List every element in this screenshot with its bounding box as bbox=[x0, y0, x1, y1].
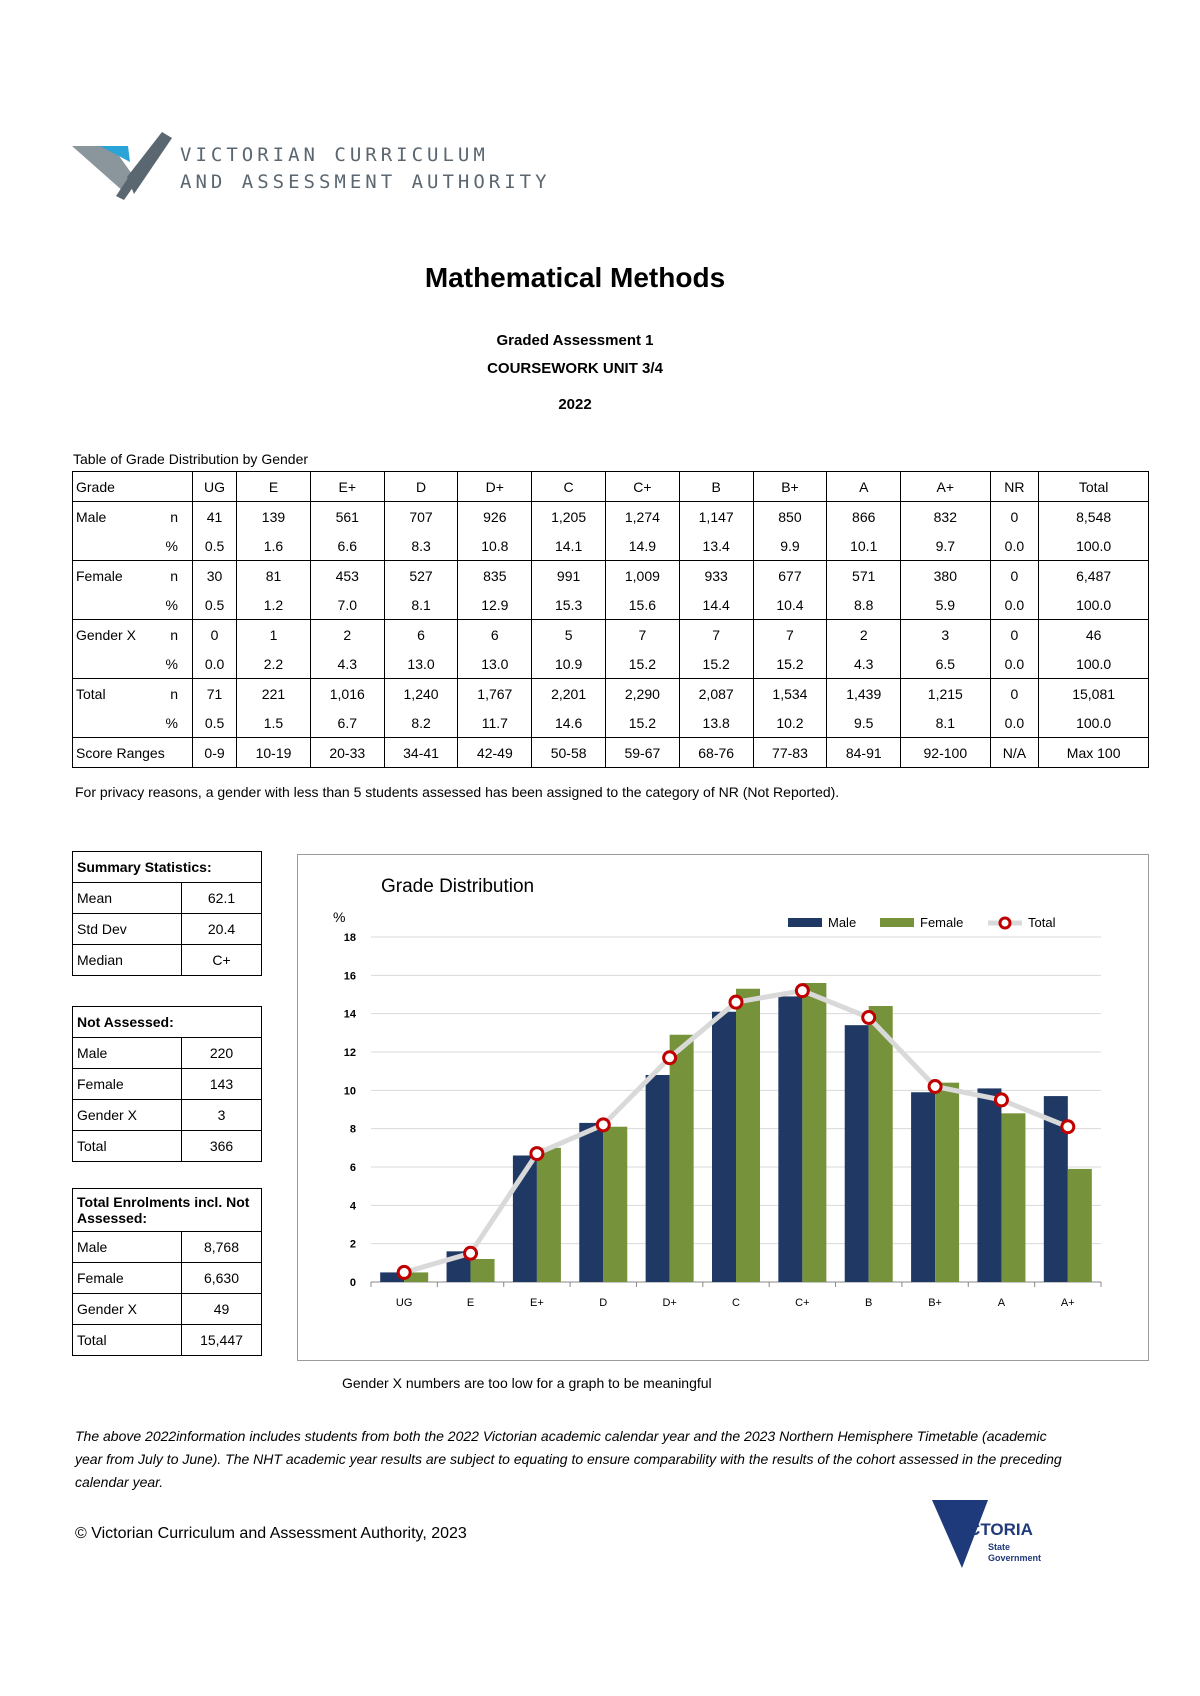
table-cell: 1,439 bbox=[827, 679, 901, 709]
table-cell: 1,534 bbox=[753, 679, 827, 709]
bar-male bbox=[977, 1088, 1001, 1282]
x-tick-label: B+ bbox=[928, 1297, 942, 1309]
y-tick-label: 16 bbox=[343, 970, 356, 983]
table-cell: 15.2 bbox=[606, 708, 680, 738]
header-cell: D bbox=[384, 472, 458, 502]
bar-female bbox=[603, 1127, 627, 1282]
table-cell: 4.3 bbox=[827, 649, 901, 679]
vcaa-logo bbox=[72, 132, 551, 202]
table-row bbox=[73, 649, 1149, 679]
total-point bbox=[730, 996, 742, 1008]
table-cell: 13.4 bbox=[679, 531, 753, 561]
table-cell: 46 bbox=[1039, 620, 1149, 650]
n-label: n bbox=[153, 679, 193, 709]
table-cell: 8,548 bbox=[1039, 502, 1149, 532]
y-tick-label: 8 bbox=[349, 1123, 356, 1136]
enrolments-title: Total Enrolments incl. Not Assessed: bbox=[73, 1189, 262, 1232]
row-label: Male bbox=[73, 1038, 182, 1069]
header-cell: A bbox=[827, 472, 901, 502]
table-row bbox=[73, 945, 262, 976]
row-label: Total bbox=[73, 1131, 182, 1162]
table-cell: 13.0 bbox=[458, 649, 532, 679]
table-cell: 866 bbox=[827, 502, 901, 532]
total-point bbox=[929, 1081, 941, 1093]
table-cell: 8.1 bbox=[384, 590, 458, 620]
victoria-logo-sub2: Government bbox=[988, 1553, 1042, 1563]
table-cell: 8.1 bbox=[901, 708, 990, 738]
table-row bbox=[73, 1131, 262, 1162]
total-point bbox=[597, 1119, 609, 1131]
table-cell: 68-76 bbox=[679, 738, 753, 768]
blank-cell bbox=[73, 708, 153, 738]
legend-female-swatch bbox=[880, 918, 914, 927]
table-cell: 1.2 bbox=[237, 590, 311, 620]
bar-female bbox=[1001, 1113, 1025, 1282]
table-row bbox=[73, 1069, 262, 1100]
table-cell: 835 bbox=[458, 561, 532, 591]
privacy-note: For privacy reasons, a gender with less than 5 students assessed has been assigned to the category of NR (Not Reported). bbox=[75, 784, 840, 800]
table-row bbox=[73, 531, 1149, 561]
table-cell: 0 bbox=[990, 679, 1039, 709]
bar-male bbox=[712, 1012, 736, 1282]
table-cell: 2,087 bbox=[679, 679, 753, 709]
y-tick-label: 10 bbox=[343, 1085, 356, 1098]
table-cell: 0 bbox=[990, 502, 1039, 532]
header-cell: Total bbox=[1039, 472, 1149, 502]
row-label: Gender X bbox=[73, 1294, 182, 1325]
table-row bbox=[73, 561, 1149, 591]
table-cell: 1,215 bbox=[901, 679, 990, 709]
bar-female bbox=[802, 983, 826, 1282]
bar-female bbox=[537, 1148, 561, 1282]
page-title: Mathematical Methods bbox=[424, 262, 726, 293]
enrolments-table bbox=[72, 1188, 262, 1356]
pct-label: % bbox=[153, 708, 193, 738]
header-cell: A+ bbox=[901, 472, 990, 502]
row-label: Median bbox=[73, 945, 182, 976]
table-cell: 11.7 bbox=[458, 708, 532, 738]
total-point bbox=[465, 1247, 477, 1259]
table-row bbox=[73, 502, 1149, 532]
table-cell: 2 bbox=[310, 620, 384, 650]
row-value: 3 bbox=[182, 1100, 262, 1131]
table-cell: 14.6 bbox=[532, 708, 606, 738]
table-cell: 7.0 bbox=[310, 590, 384, 620]
group-label: Female bbox=[73, 561, 153, 591]
bar-male bbox=[579, 1123, 603, 1282]
bar-male bbox=[646, 1075, 670, 1282]
table-cell: 77-83 bbox=[753, 738, 827, 768]
table-cell: 0.5 bbox=[193, 531, 237, 561]
row-label: Male bbox=[73, 1232, 182, 1263]
header-cell: E bbox=[237, 472, 311, 502]
bar-female bbox=[736, 989, 760, 1282]
y-axis-label: % bbox=[333, 909, 346, 925]
table-cell: 1.6 bbox=[237, 531, 311, 561]
table-cell: 20-33 bbox=[310, 738, 384, 768]
table-cell: 0.5 bbox=[193, 708, 237, 738]
total-point bbox=[863, 1012, 875, 1024]
group-label: Gender X bbox=[73, 620, 153, 650]
table-cell: 13.8 bbox=[679, 708, 753, 738]
table-cell: 5 bbox=[532, 620, 606, 650]
table-cell: 14.1 bbox=[532, 531, 606, 561]
total-point bbox=[531, 1148, 543, 1160]
table-cell: 561 bbox=[310, 502, 384, 532]
table-cell: 42-49 bbox=[458, 738, 532, 768]
row-label: Total bbox=[73, 1325, 182, 1356]
table-cell: 14.4 bbox=[679, 590, 753, 620]
table-cell: 5.9 bbox=[901, 590, 990, 620]
group-label: Male bbox=[73, 502, 153, 532]
table-row bbox=[73, 590, 1149, 620]
row-value: 220 bbox=[182, 1038, 262, 1069]
table-cell: 100.0 bbox=[1039, 708, 1149, 738]
row-value: C+ bbox=[182, 945, 262, 976]
table-cell: 0 bbox=[193, 620, 237, 650]
victoria-logo-sub1: State bbox=[988, 1542, 1011, 1552]
header-cell: E+ bbox=[310, 472, 384, 502]
table-cell: 9.7 bbox=[901, 531, 990, 561]
victoria-logo-text: VICTORIA bbox=[952, 1520, 1033, 1539]
table-cell: 6 bbox=[458, 620, 532, 650]
score-ranges-row bbox=[73, 738, 1149, 768]
footnote: The above 2022information includes students from both the 2022 Victorian academic calendar year and the 2023 Northern Hemisphere Timetable (academic year from July to June). The NHT academic year results are subject to equating to ensure comparability with the results of the cohort assessed in the preceding calendar year. bbox=[75, 1428, 1062, 1490]
table-row bbox=[73, 708, 1149, 738]
grade-distribution-table bbox=[72, 471, 1149, 768]
table-cell: 1,767 bbox=[458, 679, 532, 709]
table-cell: 9.9 bbox=[753, 531, 827, 561]
pct-label: % bbox=[153, 590, 193, 620]
total-point bbox=[796, 985, 808, 997]
table-cell: 14.9 bbox=[606, 531, 680, 561]
table-cell: 6 bbox=[384, 620, 458, 650]
table-cell: 59-67 bbox=[606, 738, 680, 768]
row-value: 20.4 bbox=[182, 914, 262, 945]
row-label: Female bbox=[73, 1069, 182, 1100]
legend-total-marker bbox=[1000, 918, 1010, 928]
y-tick-label: 18 bbox=[343, 932, 356, 944]
table-cell: 0.5 bbox=[193, 590, 237, 620]
table-cell: 6.6 bbox=[310, 531, 384, 561]
table-cell: 34-41 bbox=[384, 738, 458, 768]
table-cell: 0-9 bbox=[193, 738, 237, 768]
table-cell: 30 bbox=[193, 561, 237, 591]
table-cell: 15.2 bbox=[606, 649, 680, 679]
table-row bbox=[73, 1263, 262, 1294]
table-cell: 15,081 bbox=[1039, 679, 1149, 709]
table-cell: 221 bbox=[237, 679, 311, 709]
row-label: Gender X bbox=[73, 1100, 182, 1131]
table-cell: 41 bbox=[193, 502, 237, 532]
row-value: 15,447 bbox=[182, 1325, 262, 1356]
table-cell: 9.5 bbox=[827, 708, 901, 738]
table-cell: Max 100 bbox=[1039, 738, 1149, 768]
legend-male-label: Male bbox=[828, 915, 857, 930]
table-row bbox=[73, 679, 1149, 709]
table-cell: 13.0 bbox=[384, 649, 458, 679]
table-cell: 100.0 bbox=[1039, 649, 1149, 679]
table-row bbox=[73, 1100, 262, 1131]
table-cell: 7 bbox=[606, 620, 680, 650]
table-cell: 10.9 bbox=[532, 649, 606, 679]
table-row bbox=[73, 1325, 262, 1356]
bar-female bbox=[471, 1259, 495, 1282]
pct-label: % bbox=[153, 649, 193, 679]
table-cell: 10.1 bbox=[827, 531, 901, 561]
not-assessed-title: Not Assessed: bbox=[73, 1007, 262, 1038]
x-tick-label: C+ bbox=[795, 1297, 810, 1309]
n-label: n bbox=[153, 561, 193, 591]
bar-female bbox=[869, 1006, 893, 1282]
table-cell: 12.9 bbox=[458, 590, 532, 620]
y-tick-label: 2 bbox=[349, 1238, 356, 1251]
table-cell: 81 bbox=[237, 561, 311, 591]
table-cell: 571 bbox=[827, 561, 901, 591]
table-cell: 6.7 bbox=[310, 708, 384, 738]
table-cell: 15.3 bbox=[532, 590, 606, 620]
header-cell: D+ bbox=[458, 472, 532, 502]
header-cell: NR bbox=[990, 472, 1039, 502]
blank-cell bbox=[73, 531, 153, 561]
table-cell: 991 bbox=[532, 561, 606, 591]
table-cell: 2,290 bbox=[606, 679, 680, 709]
x-tick-label: B bbox=[865, 1297, 873, 1309]
x-tick-label: D bbox=[599, 1297, 608, 1309]
group-label: Total bbox=[73, 679, 153, 709]
row-value: 6,630 bbox=[182, 1263, 262, 1294]
table-cell: 1.5 bbox=[237, 708, 311, 738]
table-cell: 15.2 bbox=[753, 649, 827, 679]
row-value: 49 bbox=[182, 1294, 262, 1325]
row-label: Female bbox=[73, 1263, 182, 1294]
table-row bbox=[73, 914, 262, 945]
table-cell: 2.2 bbox=[237, 649, 311, 679]
bar-female bbox=[935, 1083, 959, 1282]
table-cell: 527 bbox=[384, 561, 458, 591]
table-cell: 453 bbox=[310, 561, 384, 591]
logo-line-2: AND ASSESSMENT AUTHORITY bbox=[180, 171, 551, 193]
table-cell: 15.2 bbox=[679, 649, 753, 679]
y-tick-label: 12 bbox=[343, 1047, 356, 1059]
score-ranges-label: Score Ranges bbox=[73, 738, 193, 768]
row-value: 62.1 bbox=[182, 883, 262, 914]
y-tick-label: 0 bbox=[349, 1277, 356, 1289]
legend-female-label: Female bbox=[920, 915, 964, 930]
x-tick-label: UG bbox=[395, 1297, 413, 1309]
table-row bbox=[73, 1294, 262, 1325]
table-cell: 100.0 bbox=[1039, 590, 1149, 620]
header-cell: B bbox=[679, 472, 753, 502]
table-cell: 0.0 bbox=[990, 708, 1039, 738]
table-cell: 1 bbox=[237, 620, 311, 650]
table-cell: 10.4 bbox=[753, 590, 827, 620]
not-assessed-table bbox=[72, 1006, 262, 1162]
total-point bbox=[995, 1094, 1007, 1106]
vcaa-check-icon bbox=[72, 132, 172, 200]
row-value: 366 bbox=[182, 1131, 262, 1162]
total-point bbox=[1062, 1121, 1074, 1133]
table-cell: 15.6 bbox=[606, 590, 680, 620]
blank-cell bbox=[73, 649, 153, 679]
table-cell: 0.0 bbox=[193, 649, 237, 679]
x-tick-label: A+ bbox=[1060, 1297, 1075, 1309]
chart-note: Gender X numbers are too low for a graph to be meaningful bbox=[342, 1375, 712, 1391]
table-cell: 84-91 bbox=[827, 738, 901, 768]
table-row bbox=[73, 1038, 262, 1069]
assessment-subtitle: Graded Assessment 1 bbox=[496, 332, 654, 349]
x-tick-label: E+ bbox=[530, 1297, 544, 1309]
y-tick-label: 6 bbox=[349, 1162, 356, 1174]
x-tick-label: A bbox=[997, 1297, 1006, 1309]
table-cell: 0.0 bbox=[990, 590, 1039, 620]
table-row bbox=[73, 620, 1149, 650]
table-row bbox=[73, 1232, 262, 1263]
y-tick-label: 4 bbox=[349, 1200, 356, 1213]
bar-male bbox=[778, 996, 802, 1282]
table-cell: 4.3 bbox=[310, 649, 384, 679]
chart-svg bbox=[298, 855, 1148, 1360]
bar-male bbox=[845, 1025, 869, 1282]
legend-male-swatch bbox=[788, 918, 822, 927]
table-cell: 71 bbox=[193, 679, 237, 709]
table-cell: 926 bbox=[458, 502, 532, 532]
table-cell: 850 bbox=[753, 502, 827, 532]
row-value: 8,768 bbox=[182, 1232, 262, 1263]
table-cell: N/A bbox=[990, 738, 1039, 768]
x-tick-label: E bbox=[466, 1297, 475, 1309]
table-cell: 1,205 bbox=[532, 502, 606, 532]
summary-title: Summary Statistics: bbox=[73, 852, 262, 883]
table-cell: 707 bbox=[384, 502, 458, 532]
table-cell: 1,240 bbox=[384, 679, 458, 709]
legend-total-label: Total bbox=[1028, 915, 1056, 930]
table-cell: 50-58 bbox=[532, 738, 606, 768]
table-cell: 100.0 bbox=[1039, 531, 1149, 561]
pct-label: % bbox=[153, 531, 193, 561]
table-cell: 933 bbox=[679, 561, 753, 591]
table-cell: 139 bbox=[237, 502, 311, 532]
table-caption: Table of Grade Distribution by Gender bbox=[73, 451, 309, 467]
bar-female bbox=[670, 1035, 694, 1282]
copyright: © Victorian Curriculum and Assessment Authority, 2023 bbox=[75, 1525, 467, 1542]
table-cell: 10-19 bbox=[237, 738, 311, 768]
table-cell: 10.8 bbox=[458, 531, 532, 561]
n-label: n bbox=[153, 502, 193, 532]
table-cell: 8.3 bbox=[384, 531, 458, 561]
table-cell: 7 bbox=[753, 620, 827, 650]
chart-title: Grade Distribution bbox=[381, 876, 535, 897]
table-cell: 2,201 bbox=[532, 679, 606, 709]
summary-statistics-table bbox=[72, 851, 262, 976]
y-tick-label: 14 bbox=[343, 1008, 356, 1021]
year-label: 2022 bbox=[558, 396, 592, 413]
table-cell: 6,487 bbox=[1039, 561, 1149, 591]
header-cell: UG bbox=[193, 472, 237, 502]
table-cell: 8.2 bbox=[384, 708, 458, 738]
header-cell: Grade bbox=[73, 472, 193, 502]
header-cell: C+ bbox=[606, 472, 680, 502]
unit-subtitle: COURSEWORK UNIT 3/4 bbox=[487, 360, 663, 377]
table-cell: 10.2 bbox=[753, 708, 827, 738]
table-cell: 0.0 bbox=[990, 649, 1039, 679]
header-cell: B+ bbox=[753, 472, 827, 502]
table-row bbox=[73, 883, 262, 914]
table-cell: 380 bbox=[901, 561, 990, 591]
table-cell: 6.5 bbox=[901, 649, 990, 679]
x-tick-label: D+ bbox=[662, 1297, 677, 1309]
total-point bbox=[664, 1052, 676, 1064]
bar-female bbox=[1068, 1169, 1092, 1282]
grade-distribution-chart bbox=[297, 854, 1149, 1361]
table-header-row bbox=[73, 472, 1149, 502]
table-cell: 7 bbox=[679, 620, 753, 650]
x-tick-label: C bbox=[732, 1297, 740, 1309]
table-cell: 1,147 bbox=[679, 502, 753, 532]
total-point bbox=[398, 1266, 410, 1278]
row-label: Std Dev bbox=[73, 914, 182, 945]
table-cell: 1,274 bbox=[606, 502, 680, 532]
victoria-government-logo bbox=[932, 1500, 1062, 1570]
n-label: n bbox=[153, 620, 193, 650]
table-cell: 832 bbox=[901, 502, 990, 532]
table-cell: 0 bbox=[990, 561, 1039, 591]
logo-line-1: VICTORIAN CURRICULUM bbox=[180, 144, 489, 166]
table-cell: 0 bbox=[990, 620, 1039, 650]
row-value: 143 bbox=[182, 1069, 262, 1100]
table-cell: 2 bbox=[827, 620, 901, 650]
table-cell: 1,016 bbox=[310, 679, 384, 709]
blank-cell bbox=[73, 590, 153, 620]
table-cell: 92-100 bbox=[901, 738, 990, 768]
table-cell: 0.0 bbox=[990, 531, 1039, 561]
header-cell: C bbox=[532, 472, 606, 502]
table-cell: 3 bbox=[901, 620, 990, 650]
row-label: Mean bbox=[73, 883, 182, 914]
table-cell: 8.8 bbox=[827, 590, 901, 620]
table-cell: 1,009 bbox=[606, 561, 680, 591]
bar-male bbox=[911, 1092, 935, 1282]
table-cell: 677 bbox=[753, 561, 827, 591]
